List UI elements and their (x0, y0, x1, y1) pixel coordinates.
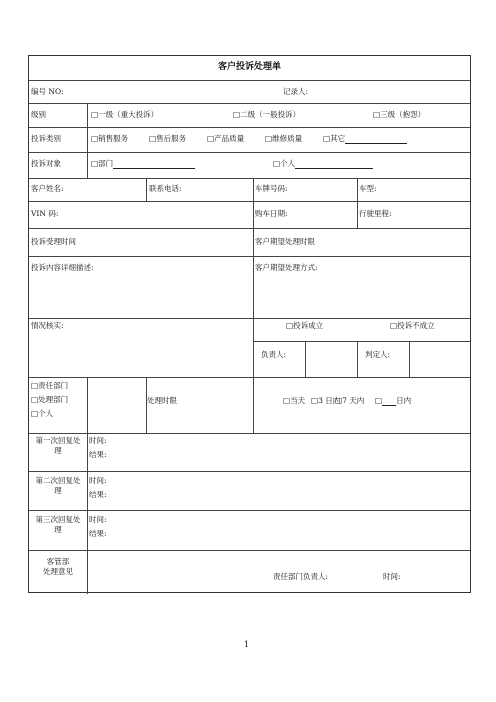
limit-option-same-day[interactable]: □当天 (283, 396, 306, 405)
reply-2-label: 第二次回复处 理 (35, 476, 81, 495)
target-option-department[interactable]: □部门 (91, 159, 195, 169)
reply-1-time: 时间: (89, 436, 107, 445)
car-model-label: 车型: (359, 184, 377, 193)
responsible-option-individual[interactable]: □个人 (31, 409, 54, 418)
contact-phone-label: 联系电话: (149, 184, 182, 193)
limit-option-custom[interactable]: □ 日内 (375, 396, 412, 405)
expected-limit-label: 客户期望处理时限 (255, 237, 315, 246)
limit-option-3-days[interactable]: □3 日内 (311, 396, 341, 405)
opinion-time-label: 时间: (383, 572, 401, 581)
target-option-individual[interactable]: □个人 (273, 159, 373, 169)
responsible-option-handling[interactable]: □处理部门 (31, 395, 69, 404)
complaint-valid-option[interactable]: □投诉成立 (286, 321, 324, 330)
reply-2-result: 结果: (89, 490, 107, 499)
reply-3-label: 第三次回复处 理 (35, 515, 81, 534)
page-number: 1 (244, 640, 250, 649)
reply-2-time: 时间: (89, 476, 107, 485)
complaint-invalid-option[interactable]: □投诉不成立 (390, 321, 435, 330)
category-option-aftersales[interactable]: □售后服务 (149, 134, 187, 143)
level-option-3[interactable]: □三级（抱怨） (373, 110, 426, 119)
dept-head-label: 责任部门负责人: (273, 572, 329, 581)
recorder-label: 记录人: (283, 87, 309, 96)
category-option-quality[interactable]: □产品质量 (207, 134, 245, 143)
reply-3-time: 时间: (89, 515, 107, 524)
verification-label: 情况核实: (31, 321, 64, 330)
level-option-2[interactable]: □二级（一般投诉） (233, 110, 301, 119)
level-option-1[interactable]: □一级（重大投诉） (91, 110, 159, 119)
category-option-repair[interactable]: □维修质量 (265, 134, 303, 143)
judge-label: 判定人: (365, 350, 391, 359)
category-label: 投诉类别 (31, 134, 61, 143)
responsible-option-department[interactable]: □责任部门 (31, 381, 69, 390)
plate-number-label: 车牌号码: (255, 184, 288, 193)
limit-option-7-days[interactable]: □7 天内 (335, 396, 365, 405)
number-label: 编号 NO: (31, 87, 64, 96)
cs-opinion-label: 客管部 处理意见 (43, 557, 73, 576)
purchase-date-label: 购车日期: (255, 209, 288, 218)
reply-1-result: 结果: (89, 450, 107, 459)
level-label: 级别 (31, 110, 46, 119)
reply-3-result: 结果: (89, 529, 107, 538)
complaint-detail-label: 投诉内容详细描述: (31, 263, 94, 272)
accept-time-label: 投诉受理时间 (31, 237, 76, 246)
complaint-form (28, 55, 471, 593)
owner-label: 负责人: (261, 350, 287, 359)
target-label: 投诉对象 (31, 159, 61, 168)
customer-name-label: 客户姓名: (31, 184, 64, 193)
mileage-label: 行驶里程: (359, 209, 392, 218)
vin-label: VIN 码: (31, 209, 59, 218)
handling-limit-label: 处理时限 (147, 396, 177, 405)
category-option-sales[interactable]: □销售服务 (91, 134, 129, 143)
reply-1-label: 第一次回复处 理 (35, 436, 81, 455)
form-title: 客户投诉处理单 (217, 62, 281, 72)
expected-method-label: 客户期望处理方式: (255, 263, 318, 272)
category-option-other[interactable]: □其它 (323, 134, 407, 144)
